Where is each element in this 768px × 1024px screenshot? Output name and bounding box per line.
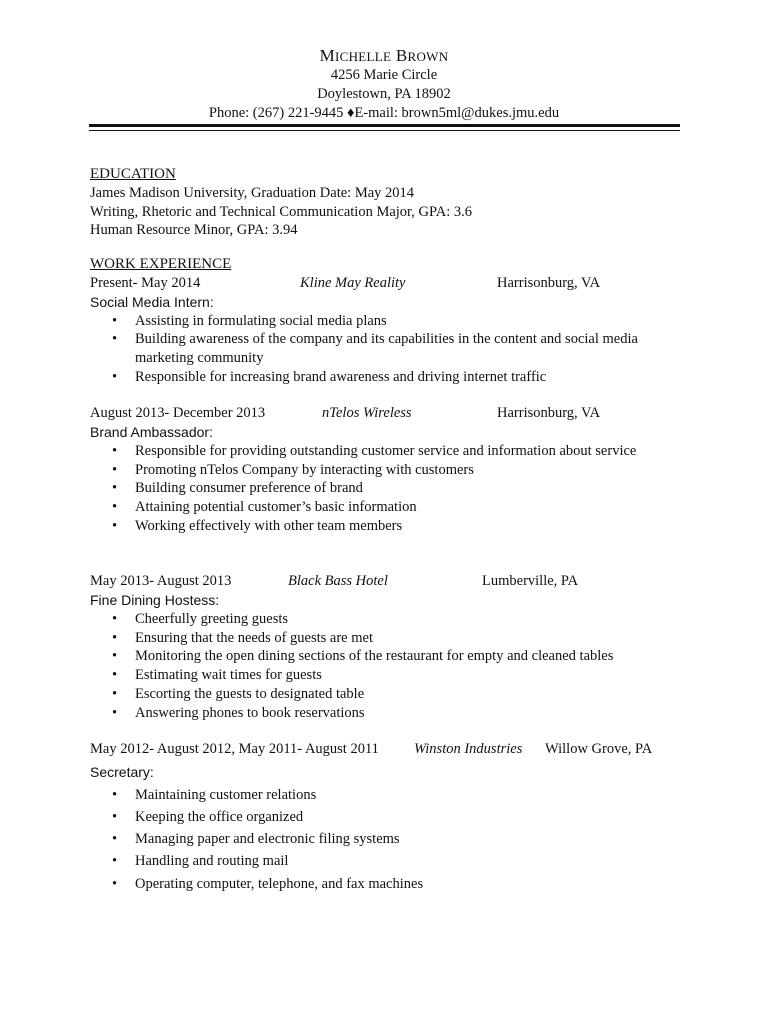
bullet-icon: • (112, 629, 118, 646)
job-company: Kline May Reality (300, 274, 406, 291)
job-role: Fine Dining Hostess: (90, 592, 220, 608)
bullet-icon: • (112, 442, 118, 459)
job-header (90, 740, 690, 759)
header-divider-thick (89, 124, 680, 127)
job-location: Willow Grove, PA (545, 741, 653, 757)
job-duties (90, 312, 690, 387)
list-item: • Working effectively with other team members (112, 517, 403, 534)
header-divider-thin (89, 130, 680, 131)
job-dates: May 2013- August 2013 (90, 573, 232, 589)
job-location: Harrisonburg, VA (497, 274, 601, 291)
list-item: • Maintaining customer relations (90, 784, 690, 806)
bullet-icon: • (112, 704, 118, 721)
contact-line: Phone: (267) 221-9445 ♦E-mail: brown5ml@dukes.jmu.edu (208, 105, 560, 121)
bullet-icon: • (112, 786, 118, 803)
job-entry (90, 404, 690, 536)
job-header (90, 404, 690, 423)
education-title: EDUCATION (90, 166, 176, 182)
list-item: • Building consumer preference of brand (112, 480, 363, 497)
job-dates: August 2013- December 2013 (90, 405, 266, 421)
education-section (90, 165, 690, 240)
bullet-icon: • (112, 480, 118, 497)
list-item: • Monitoring the open dining sections of the restaurant for empty and cleaned tables (112, 648, 614, 665)
list-item: • Escorting the guests to designated table (112, 685, 365, 702)
bullet-icon: • (112, 648, 118, 665)
job-duties (90, 784, 690, 895)
list-item: • Assisting in formulating social media plans (112, 312, 387, 329)
list-item: • Cheerfully greeting guests (112, 610, 289, 627)
education-line: James Madison University, Graduation Date: May 2014 (90, 184, 415, 201)
bullet-icon: • (112, 517, 118, 534)
list-item: • Keeping the office organized (90, 806, 690, 828)
list-item: • Answering phones to book reservations (112, 704, 365, 721)
job-duties (90, 442, 690, 536)
list-item: • Operating computer, telephone, and fax machines (90, 873, 690, 895)
work-experience-section (90, 255, 690, 387)
job-entry (90, 572, 690, 723)
job-dates: Present- May 2014 (90, 274, 201, 291)
job-location: Harrisonburg, VA (497, 405, 601, 421)
bullet-icon: • (112, 368, 118, 385)
job-company: Black Bass Hotel (288, 573, 388, 589)
job-dates: May 2012- August 2012, May 2011- August 2011 (90, 741, 379, 757)
job-company: Winston Industries (414, 741, 523, 757)
job-entry (90, 740, 690, 895)
bullet-icon: • (112, 809, 118, 825)
job-location: Lumberville, PA (482, 573, 579, 589)
work-experience-title: WORK EXPERIENCE (90, 256, 232, 272)
list-item: • Estimating wait times for guests (112, 667, 322, 684)
education-line: Human Resource Minor, GPA: 3.94 (90, 222, 298, 239)
address-line-2: Doylestown, PA 18902 (317, 86, 451, 102)
address-line-1: 4256 Marie Circle (330, 67, 438, 83)
list-item: • Building awareness of the company and its capabilities in the content and social media marketing community (112, 331, 638, 367)
bullet-icon: • (112, 610, 118, 627)
job-role: Social Media Intern: (90, 293, 214, 310)
bullet-icon: • (112, 461, 118, 478)
applicant-name: MICHELLE BROWN (319, 46, 449, 65)
list-item: • Managing paper and electronic filing systems (90, 828, 690, 850)
list-item: • Responsible for increasing brand awareness and driving internet traffic (112, 368, 547, 385)
bullet-icon: • (112, 667, 118, 684)
bullet-icon: • (112, 853, 118, 870)
list-item: • Handling and routing mail (90, 850, 690, 872)
list-item: • Promoting nTelos Company by interacting with customers (112, 461, 474, 478)
job-role: Brand Ambassador: (90, 424, 213, 440)
education-line: Writing, Rhetoric and Technical Communication Major, GPA: 3.6 (90, 203, 473, 220)
list-item: • Responsible for providing outstanding customer service and information about service (112, 442, 637, 459)
job-duties (90, 610, 690, 723)
bullet-icon: • (112, 499, 118, 516)
job-header (90, 274, 690, 293)
bullet-icon: • (112, 312, 118, 329)
list-item: • Attaining potential customer’s basic information (112, 499, 417, 516)
job-company: nTelos Wireless (322, 405, 412, 421)
list-item: • Ensuring that the needs of guests are met (112, 629, 373, 646)
job-role: Secretary: (90, 764, 154, 780)
bullet-icon: • (112, 875, 118, 892)
bullet-icon: • (112, 685, 118, 702)
bullet-icon: • (112, 831, 118, 848)
bullet-icon: • (112, 331, 118, 348)
job-header (90, 572, 690, 591)
resume-header (0, 46, 768, 123)
